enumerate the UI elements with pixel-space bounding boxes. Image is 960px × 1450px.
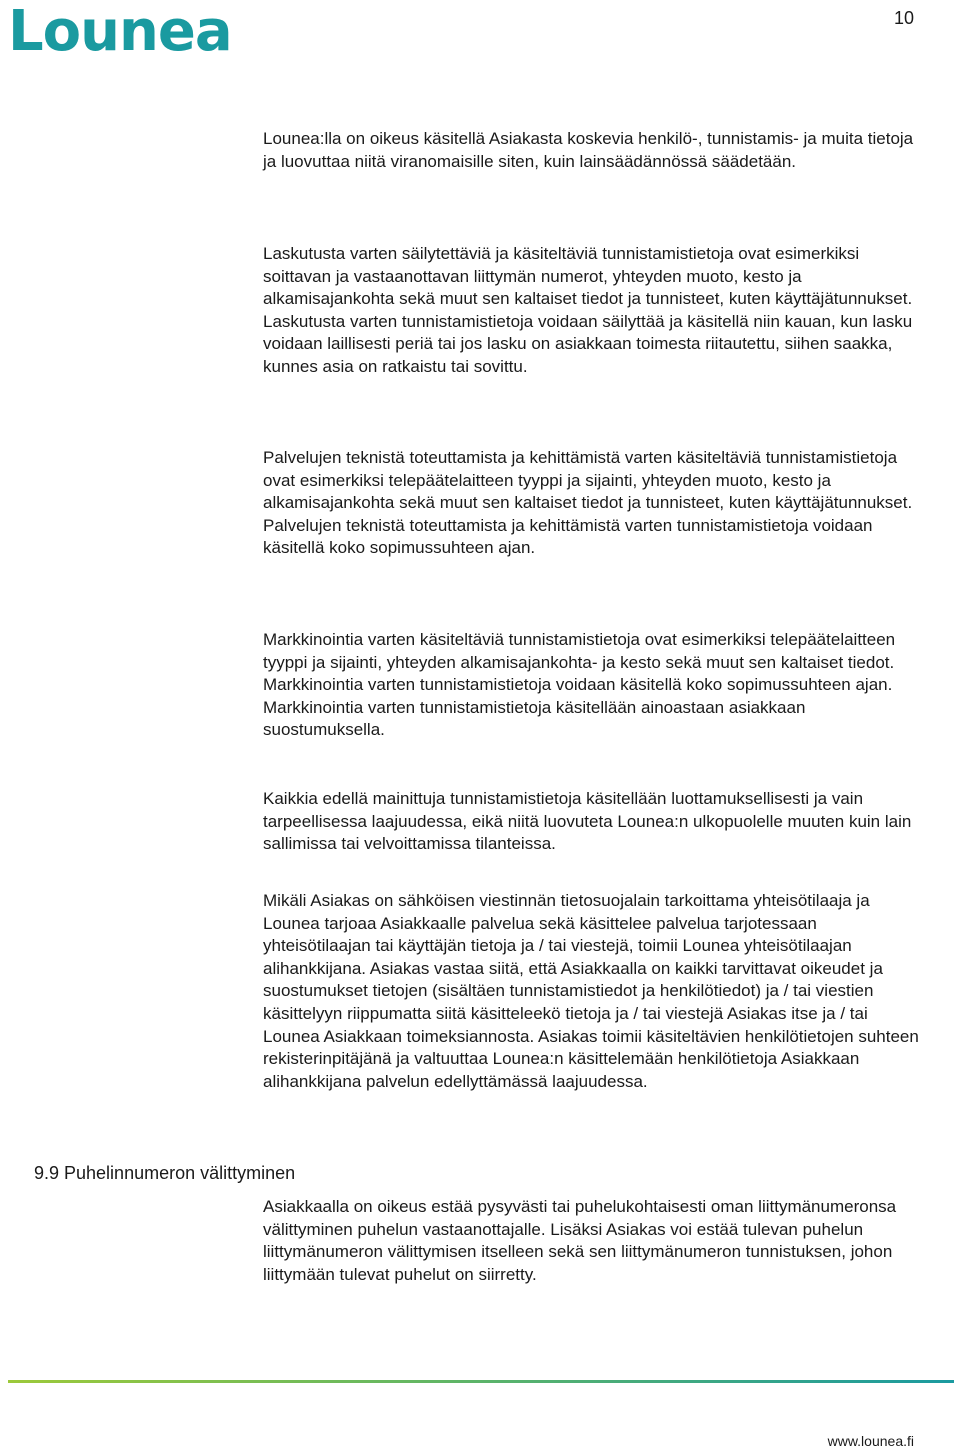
footer-divider: [8, 1380, 954, 1383]
footer-website-url: www.lounea.fi: [827, 1433, 914, 1449]
lounea-logo: Lounea: [8, 0, 232, 64]
paragraph-data-disclosure: Lounea:lla on oikeus käsitellä Asiakasta koskevia henkilö-, tunnistamis- ja muita tietoja ja luovuttaa niitä viranomaisille siten, kuin lainsäädännössä säädetään.: [263, 129, 914, 171]
paragraph-confidentiality: Kaikkia edellä mainittuja tunnistamistietoja käsitellään luottamuksellisesti ja vain tarpeellisessa laajuudessa, eikä niitä luovuteta Lounea:n ulkopuolelle muuten kuin lain sallimissa tai velvoittamissa tilanteissa.: [263, 789, 912, 854]
paragraph-corporate-subscriber: Mikäli Asiakas on sähköisen viestinnän tietosuojalain tarkoittama yhteisötilaaja ja Lounea tarjoaa Asiakkaalle palvelua sekä käsittelee palvelua tarjotessaan yhteisötilaajan tai käyttäjän tietoja ja / tai viestejä, toimii Lounea yhteisötilaajan alihankkijana. Asiakas vastaa siitä, että Asiakkaalla on kaikki tarvittavat oikeudet ja suostumukset tietojen (sisältäen tunnistamistiedot ja henkilötiedot) ja / tai viestien käsittelyyn riippumatta siitä käsitteleekö tietoja ja / tai viestejä Asiakas itse ja / tai Lounea Asiakkaan toimeksiannosta. Asiakas toimii käsiteltävien henkilötietojen suhteen rekisterinpitäjänä ja valtuuttaa Lounea:n käsittelemään henkilötietoja Asiakkaan alihankkijana palvelun edellyttämässä laajuudessa.: [263, 891, 919, 1091]
paragraph-number-presentation: Asiakkaalla on oikeus estää pysyvästi tai puhelukohtaisesti oman liittymänumeronsa välittyminen puhelun vastaanottajalle. Lisäksi Asiakas voi estää tulevan puhelun liittymänumeron välittymisen itselleen sekä sen liittymänumeron tunnistuksen, johon liittymään tulevat puhelut on siirretty.: [263, 1197, 897, 1284]
paragraph-marketing-data: Markkinointia varten käsiteltäviä tunnistamistietoja ovat esimerkiksi telepäätelaitteen tyyppi ja sijainti, yhteyden alkamisajankohta- ja kesto sekä muut sen kaltaiset tiedot. Markkinointia varten tunnistamistietoja voidaan käsitellä koko sopimussuhteen ajan. Markkinointia varten tunnistamistietoja käsitellään ainoastaan asiakkaan suostumuksella.: [263, 630, 896, 740]
page-number: 10: [893, 8, 914, 28]
paragraph-technical-data: Palvelujen teknistä toteuttamista ja kehittämistä varten käsiteltäviä tunnistamistietoja ovat esimerkiksi telepäätelaitteen tyyppi ja sijainti, yhteyden muoto, kesto ja alkamisajankohta sekä muut sen kaltaiset tiedot ja tunnisteet, kuten käyttäjätunnukset. Palvelujen teknistä toteuttamista ja kehittämistä varten tunnistamistietoja voidaan käsitellä koko sopimussuhteen ajan.: [263, 448, 913, 558]
paragraph-billing-data: Laskutusta varten säilytettäviä ja käsiteltäviä tunnistamistietoja ovat esimerkiksi soittavan ja vastaanottavan liittymän numerot, yhteyden muoto, kesto ja alkamisajankohta sekä muut sen kaltaiset tiedot ja tunnisteet, kuten käyttäjätunnukset. Laskutusta varten tunnistamistietoja voidaan säilyttää ja käsitellä niin kauan, kun lasku voidaan laillisesti periä tai jos lasku on asiakkaan toimesta riitautettu, siihen saakka, kunnes asia on ratkaistu tai sovittu.: [263, 244, 913, 376]
section-heading-9-9: 9.9 Puhelinnumeron välittyminen: [34, 1163, 296, 1183]
